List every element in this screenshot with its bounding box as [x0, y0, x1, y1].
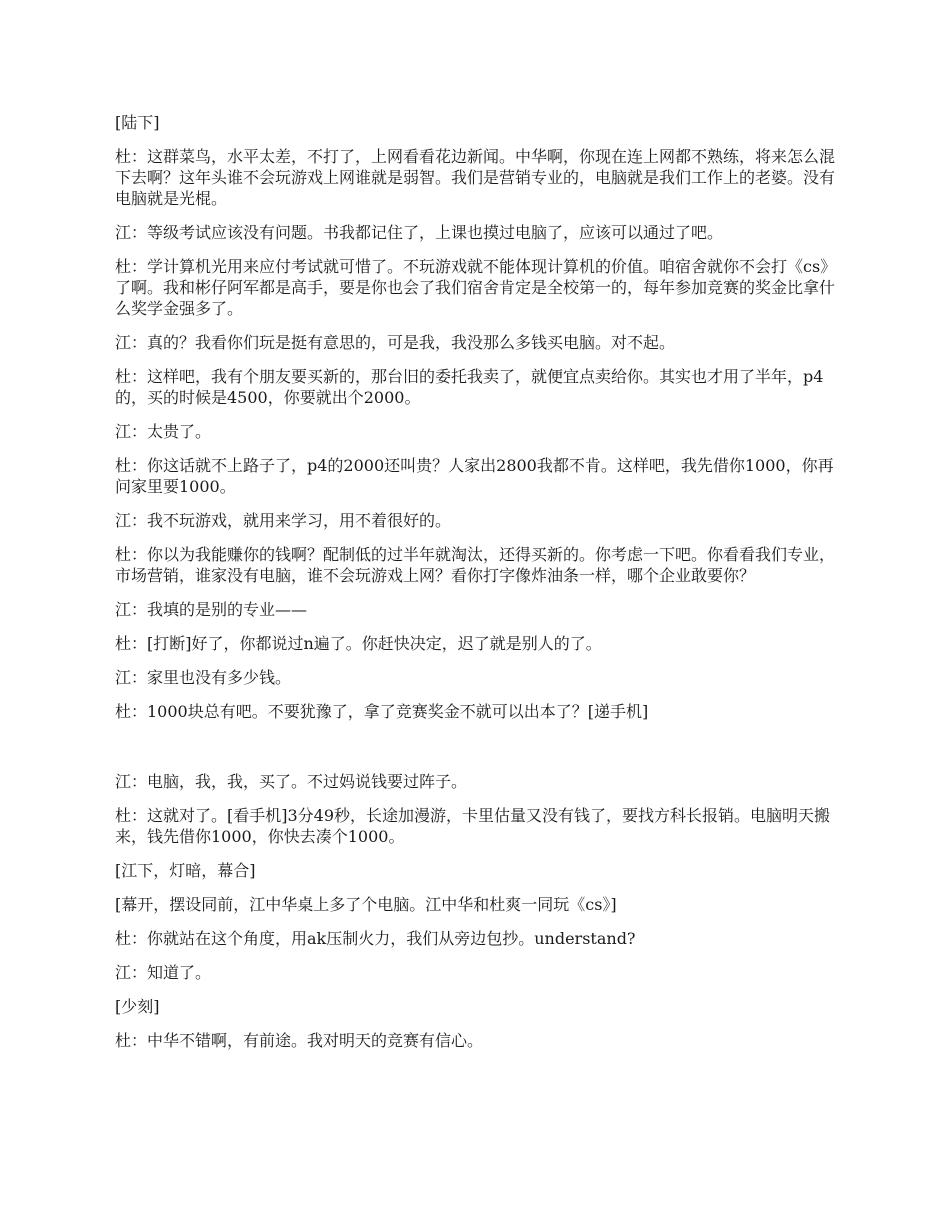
- dialogue-line: 江：太贵了。: [115, 422, 212, 441]
- dialogue-line: 江：家里也没有多少钱。: [115, 668, 292, 687]
- dialogue-line: 杜：你以为我能赚你的钱啊？配制低的过半年就淘汰，还得买新的。你考虑一下吧。你看看我们专业，市场营销，谁家没有电脑，谁不会玩游戏上网？看你打字像炸油条一样，哪个企业敢要你？: [115, 545, 836, 585]
- stage-direction: [陆下]: [115, 113, 160, 132]
- dialogue-line: 杜：这样吧，我有个朋友要买新的，那台旧的委托我卖了，就便宜点卖给你。其实也才用了半年，p4的，买的时候是4500，你要就出个2000。: [115, 367, 824, 407]
- dialogue-line: 江：我不玩游戏，就用来学习，用不着很好的。: [115, 511, 452, 530]
- section-gap: [115, 735, 845, 771]
- document-body: [115, 112, 845, 1064]
- dialogue-line: 杜：这群菜鸟，水平太差，不打了，上网看看花边新闻。中华啊，你现在连上网都不熟练，将来怎么混下去啊？这年头谁不会玩游戏上网谁就是弱智。我们是营销专业的，电脑就是我们工作上的老婆。没有电脑就是光棍。: [115, 147, 836, 208]
- dialogue-line: 江：真的？我看你们玩是挺有意思的，可是我，我没那么多钱买电脑。对不起。: [115, 333, 676, 352]
- dialogue-line: 杜：1000块总有吧。不要犹豫了，拿了竞赛奖金不就可以出本了？[递手机]: [115, 702, 649, 721]
- dialogue-line: 江：等级考试应该没有问题。书我都记住了，上课也摸过电脑了，应该可以通过了吧。: [115, 223, 724, 242]
- stage-direction: [幕开，摆设同前，江中华桌上多了个电脑。江中华和杜爽一同玩《cs》]: [115, 895, 617, 914]
- dialogue-line: 杜：你就站在这个角度，用ak压制火力，我们从旁边包抄。understand?: [115, 929, 636, 948]
- stage-direction: [少刻]: [115, 997, 160, 1016]
- dialogue-line: 江：电脑，我，我，买了。不过妈说钱要过阵子。: [115, 772, 468, 791]
- dialogue-line: 杜：你这话就不上路子了，p4的2000还叫贵？人家出2800我都不肯。这样吧，我先借你1000，你再问家里要1000。: [115, 456, 834, 496]
- stage-direction: [江下，灯暗，幕合]: [115, 861, 256, 880]
- dialogue-line: 杜：中华不错啊，有前途。我对明天的竞赛有信心。: [115, 1031, 484, 1050]
- dialogue-line: 杜：这就对了。[看手机]3分49秒，长途加漫游，卡里估量又没有钱了，要找方科长报销。电脑明天搬来，钱先借你1000，你快去凑个1000。: [115, 806, 831, 846]
- dialogue-line: 江：我填的是别的专业——: [115, 600, 308, 619]
- dialogue-line: 江：知道了。: [115, 963, 212, 982]
- dialogue-line: 杜：[打断]好了，你都说过n遍了。你赶快决定，迟了就是别人的了。: [115, 634, 602, 653]
- dialogue-line: 杜：学计算机光用来应付考试就可惜了。不玩游戏就不能体现计算机的价值。咱宿舍就你不会打《cs》了啊。我和彬仔阿军都是高手，要是你也会了我们宿舍肯定是全校第一的，每年参加竞赛的奖金比拿什么奖学金强多了。: [115, 257, 837, 318]
